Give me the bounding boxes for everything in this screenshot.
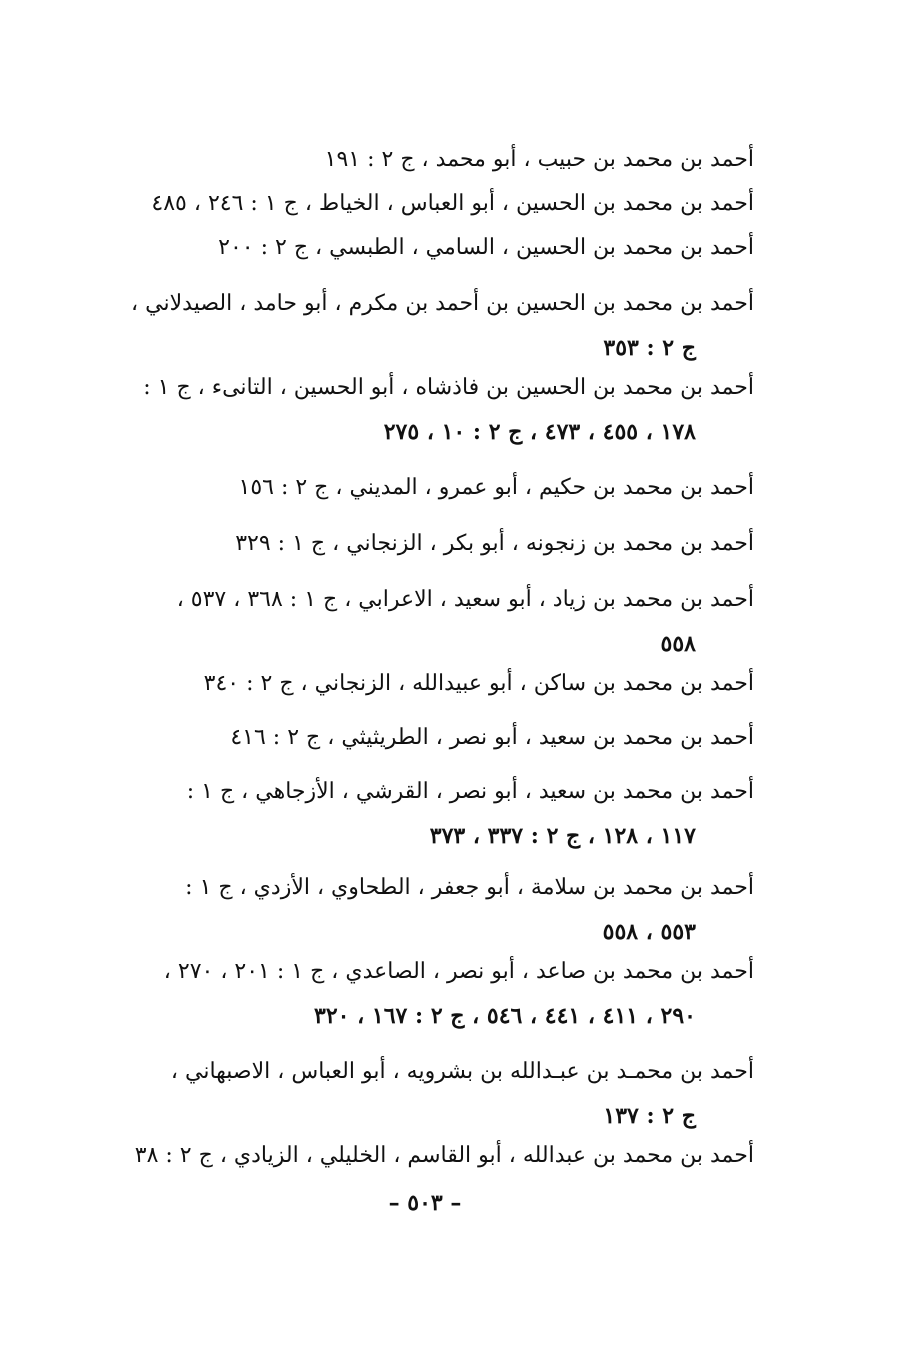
entry-line: أحمد بن محمد بن الحسين بن أحمد بن مكرم ، أبو حامد ، الصيدلاني ، (131, 291, 754, 316)
entry-line: أحمد بن محمد بن ساكن ، أبو عبيدالله ، الزنجاني ، ج ٢ : ٣٤٠ (203, 671, 754, 696)
index-entry (100, 282, 754, 370)
index-entry (100, 1050, 754, 1138)
entry-line: أحمد بن محمد بن حكيم ، أبو عمرو ، المديني ، ج ٢ : ١٥٦ (238, 475, 754, 500)
entry-line: أحمد بن محمد بن زياد ، أبو سعيد ، الاعرابي ، ج ١ : ٣٦٨ ، ٥٣٧ ، (176, 587, 754, 612)
index-entry (100, 716, 754, 760)
entry-line: أحمد بن محمد بن زنجونه ، أبو بكر ، الزنجاني ، ج ١ : ٣٢٩ (235, 531, 754, 556)
entry-line: أحمد بن محمد بن سعيد ، أبو نصر ، الطريثيثي ، ج ٢ : ٤١٦ (230, 725, 754, 750)
index-entry (100, 466, 754, 510)
page-number: – ٥٠٣ – (388, 1190, 462, 1216)
index-entry (100, 522, 754, 566)
index-entry (100, 662, 754, 706)
entry-continuation: ٥٥٨ (660, 631, 696, 657)
entry-line: أحمد بن محمد بن سعيد ، أبو نصر ، القرشي ، الأزجاهي ، ج ١ : (186, 779, 754, 804)
index-entry (100, 770, 754, 858)
index-entry (100, 1134, 754, 1178)
entry-line: أحمد بن محمد بن سلامة ، أبو جعفر ، الطحاوي ، الأزدي ، ج ١ : (185, 875, 754, 900)
index-entry (100, 866, 754, 954)
entry-continuation: ١٧٨ ، ٤٥٥ ، ٤٧٣ ، ج ٢ : ١٠ ، ٢٧٥ (383, 419, 696, 445)
entry-line: أحمد بن محمد بن الحسين ، أبو العباس ، الخياط ، ج ١ : ٢٤٦ ، ٤٨٥ (151, 191, 754, 216)
index-entry (100, 950, 754, 1038)
entry-line: أحمد بن محمد بن حبيب ، أبو محمد ، ج ٢ : ١٩١ (324, 147, 754, 172)
entry-line: أحمد بن محمد بن صاعد ، أبو نصر ، الصاعدي ، ج ١ : ٢٠١ ، ٢٧٠ ، (163, 959, 754, 984)
entry-line: أحمد بن محمـد بن عبـدالله بن بشرويه ، أبو العباس ، الاصبهاني ، (170, 1059, 754, 1084)
entry-continuation: ج ٢ : ١٣٧ (603, 1103, 696, 1129)
index-entry (100, 226, 754, 270)
entry-continuation: ١١٧ ، ١٢٨ ، ج ٢ : ٣٣٧ ، ٣٧٣ (429, 823, 696, 849)
index-entry (100, 182, 754, 226)
entry-continuation: ٢٩٠ ، ٤١١ ، ٤٤١ ، ٥٤٦ ، ج ٢ : ١٦٧ ، ٣٢٠ (314, 1003, 696, 1029)
entry-continuation: ج ٢ : ٣٥٣ (603, 335, 696, 361)
entry-line: أحمد بن محمد بن عبدالله ، أبو القاسم ، الخليلي ، الزيادي ، ج ٢ : ٣٨ (134, 1143, 754, 1168)
index-entry (100, 578, 754, 666)
index-entry (100, 138, 754, 182)
entry-continuation: ٥٥٣ ، ٥٥٨ (602, 919, 696, 945)
entry-line: أحمد بن محمد بن الحسين بن فاذشاه ، أبو الحسين ، التانىء ، ج ١ : (143, 375, 754, 400)
entry-line: أحمد بن محمد بن الحسين ، السامي ، الطبسي ، ج ٢ : ٢٠٠ (218, 235, 754, 260)
index-entry (100, 366, 754, 454)
